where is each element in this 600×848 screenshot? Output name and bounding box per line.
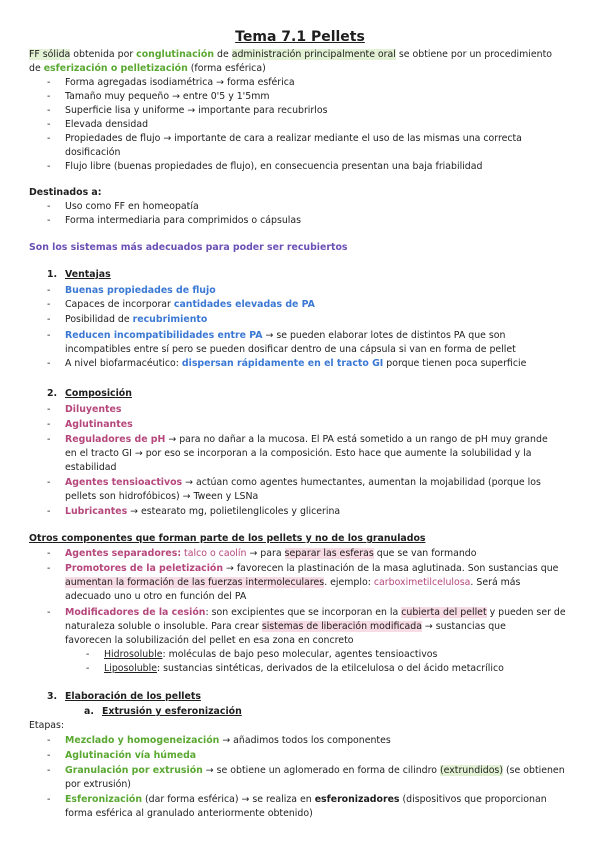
bullet-dash: - <box>47 119 51 130</box>
list-item: Propiedades de flujo → importante de cara a realizar mediante el uso de las mismas una correcta <box>65 133 522 144</box>
bullet-dash: - <box>47 314 51 325</box>
list-item <box>65 606 575 620</box>
intro-text: de <box>214 49 232 60</box>
section-heading-composicion: Composición <box>65 388 132 399</box>
item-term: cantidades elevadas de PA <box>173 299 315 310</box>
list-item <box>65 764 575 778</box>
bullet-dash: - <box>47 404 51 415</box>
item-text: → actúan como agentes humectantes, aumentan la mojabilidad (porque los <box>182 477 541 488</box>
list-item: Aglutinantes <box>65 419 133 430</box>
sub-item-term: Liposoluble <box>104 663 158 674</box>
list-item <box>65 313 575 327</box>
list-item-continuation: estabilidad <box>65 462 117 473</box>
item-term: Lubricantes <box>65 506 128 517</box>
list-item-continuation: incompatibles entre sí pero se pueden dosificar dentro de una cápsula si van en forma de pellet <box>65 344 516 355</box>
highlight-fuerzas-intermoleculares: aumentan la formación de las fuerzas intermoleculares <box>65 577 325 588</box>
term-esferizacion: esferización o pelletización <box>43 63 188 74</box>
item-text: porque tienen poca superficie <box>383 358 527 369</box>
highlight-extrundidos: (extrundidos) <box>439 765 503 776</box>
bullet-dash: - <box>47 506 51 517</box>
bullet-dash: - <box>47 77 51 88</box>
item-term: Agentes separadores: <box>65 548 182 559</box>
section-number: 3. <box>47 691 58 702</box>
item-text: Capaces de incorporar <box>65 299 174 310</box>
bullet-dash: - <box>47 285 51 296</box>
sub-item-term: Hidrosoluble <box>104 649 163 660</box>
highlight-cubierta-pellet: cubierta del pellet <box>401 607 487 618</box>
item-text: → favorecen la plastinación de la masa aglutinada. Son sustancias que <box>223 563 559 574</box>
item-text: (dispositivos que proporcionan <box>399 794 547 805</box>
list-item-continuation: pellets son hidrofóbicos) → Tween y LSNa <box>65 491 259 502</box>
sub-item-text: : moléculas de bajo peso molecular, agentes tensioactivos <box>162 649 438 660</box>
item-term: Esferonización <box>65 794 143 805</box>
etapas-label: Etapas: <box>29 720 65 731</box>
bullet-dash: - <box>47 750 51 761</box>
bullet-dash: - <box>47 330 51 341</box>
list-item: Buenas propiedades de flujo <box>65 285 216 296</box>
item-text: → para <box>246 548 285 559</box>
list-item <box>65 329 575 343</box>
list-item-continuation: dosificación <box>65 147 121 158</box>
item-text: → sustancias que <box>421 621 506 632</box>
bullet-dash: - <box>47 201 51 212</box>
bullet-dash: - <box>47 419 51 430</box>
bullet-dash: - <box>47 299 51 310</box>
section-number: 1. <box>47 269 58 280</box>
bullet-dash: - <box>47 133 51 144</box>
bullet-dash: - <box>47 477 51 488</box>
item-text: . ejemplo: <box>324 577 374 588</box>
list-item-continuation: adecuado uno u otro en función del PA <box>65 591 247 602</box>
item-text: que se van formando <box>373 548 477 559</box>
list-item: Tamaño muy pequeño → entre 0'5 y 1'5mm <box>65 91 270 102</box>
bullet-dash: - <box>47 548 51 559</box>
list-item: Flujo libre (buenas propiedades de flujo), en consecuencia presentan una baja friabilidad <box>65 161 483 172</box>
item-term: Mezclado y homogeneización <box>65 735 220 746</box>
bullet-dash: - <box>47 765 51 776</box>
bullet-dash: - <box>47 794 51 805</box>
list-item <box>65 476 575 490</box>
item-text: (se obtienen <box>502 765 565 776</box>
list-item: Forma intermediaria para comprimidos o cápsulas <box>65 215 302 226</box>
item-term: Reducen incompatibilidades entre PA <box>65 330 263 341</box>
item-text: → se obtiene un aglomerado en forma de cilindro <box>202 765 440 776</box>
sub-bullet-dash: - <box>86 663 90 674</box>
list-item-continuation: forma esférica al granulado anteriormente obtenido) <box>65 808 313 819</box>
list-item <box>65 298 575 312</box>
list-item <box>65 505 575 519</box>
list-item <box>65 734 575 748</box>
item-text: . Será más <box>470 577 521 588</box>
highlight-liberacion-modificada: sistemas de liberación modificada <box>261 621 422 632</box>
term-conglutinacion: conglutinación <box>136 49 215 60</box>
item-text: y pueden ser de <box>486 607 566 618</box>
sub-list-item <box>104 662 579 676</box>
bullet-dash: - <box>47 607 51 618</box>
bullet-dash: - <box>47 358 51 369</box>
list-item <box>65 357 575 371</box>
key-statement: Son los sistemas más adecuados para poder ser recubiertos <box>29 242 348 253</box>
item-text: → añadimos todos los componentes <box>219 735 391 746</box>
list-item: Elevada densidad <box>65 119 149 130</box>
item-text: : son excipientes que se incorporan en la <box>205 607 402 618</box>
list-item: Aglutinación vía húmeda <box>65 750 197 761</box>
item-text: (dar forma esférica) → se realiza en <box>142 794 315 805</box>
list-item: Forma agregadas isodiamétrica → forma esférica <box>65 77 295 88</box>
intro-text: (forma esférica) <box>187 63 266 74</box>
list-item-continuation <box>65 620 575 634</box>
intro-line-2 <box>29 62 574 76</box>
sub-item-text: : sustancias sintéticas, derivados de la etilcelulosa o del ácido metacrílico <box>157 663 504 674</box>
item-term: Granulación por extrusión <box>65 765 203 776</box>
list-item: Superficie lisa y uniforme → importante para recubrirlos <box>65 105 328 116</box>
list-item: Uso como FF en homeopatía <box>65 201 199 212</box>
list-item <box>65 562 575 576</box>
page-title: Tema 7.1 Pellets <box>235 29 365 45</box>
item-term: Modificadores de la cesión <box>65 607 206 618</box>
bullet-dash: - <box>47 105 51 116</box>
bullet-dash: - <box>47 91 51 102</box>
list-item <box>65 547 575 561</box>
item-example: talco o caolín <box>181 548 247 559</box>
sub-bullet-dash: - <box>86 649 90 660</box>
bullet-dash: - <box>47 563 51 574</box>
destinados-heading: Destinados a: <box>29 187 102 198</box>
item-text: → se pueden elaborar lotes de distintos PA que son <box>262 330 506 341</box>
item-term: Agentes tensioactivos <box>65 477 183 488</box>
section-heading-otros: Otros componentes que forman parte de los pellets y no de los granulados <box>29 533 426 544</box>
item-term: Reguladores de pH <box>65 434 166 445</box>
item-example: carboximetilcelulosa <box>373 577 471 588</box>
list-item-continuation: en el tracto GI → por eso se incorporan a la composición. Esto hace que aumente la solubilidad y la <box>65 448 532 459</box>
sub-list-item <box>104 648 579 662</box>
intro-line-1 <box>29 48 574 62</box>
item-text: A nivel biofarmacéutico: <box>65 358 182 369</box>
item-text: → para no dañar a la mucosa. El PA está sometido a un rango de pH muy grande <box>165 434 548 445</box>
section-heading-elaboracion: Elaboración de los pellets <box>65 691 201 702</box>
item-term: dispersan rápidamente en el tracto GI <box>181 358 384 369</box>
item-text: → estearato mg, polietilenglicoles y glicerina <box>127 506 341 517</box>
item-term: recubrimiento <box>132 314 208 325</box>
intro-text: se obtiene por un procedimiento <box>395 49 552 60</box>
item-text: naturaleza soluble o insoluble. Para crear <box>65 621 262 632</box>
bullet-dash: - <box>47 215 51 226</box>
bullet-dash: - <box>47 161 51 172</box>
list-item <box>65 433 575 447</box>
highlight-ff-solida: FF sólida <box>29 49 71 60</box>
list-item-continuation: favorecen la solubilización del pellet en esa zona en concreto <box>65 635 354 646</box>
list-item-continuation: por extrusión) <box>65 779 131 790</box>
item-term-bold: esferonizadores <box>314 794 400 805</box>
intro-text: obtenida por <box>70 49 137 60</box>
bullet-dash: - <box>47 434 51 445</box>
highlight-administracion-oral: administración principalmente oral <box>231 49 396 60</box>
list-item-continuation <box>65 576 575 590</box>
list-item: Diluyentes <box>65 404 122 415</box>
intro-text: de <box>29 63 44 74</box>
section-number: 2. <box>47 388 58 399</box>
list-item <box>65 793 575 807</box>
subsection-heading-extrusion: Extrusión y esferonización <box>102 706 242 717</box>
section-heading-ventajas: Ventajas <box>65 269 111 280</box>
item-term: Promotores de la peletización <box>65 563 224 574</box>
item-text: Posibilidad de <box>65 314 133 325</box>
highlight-separar-esferas: separar las esferas <box>284 548 374 559</box>
subsection-letter: a. <box>84 706 94 717</box>
bullet-dash: - <box>47 735 51 746</box>
